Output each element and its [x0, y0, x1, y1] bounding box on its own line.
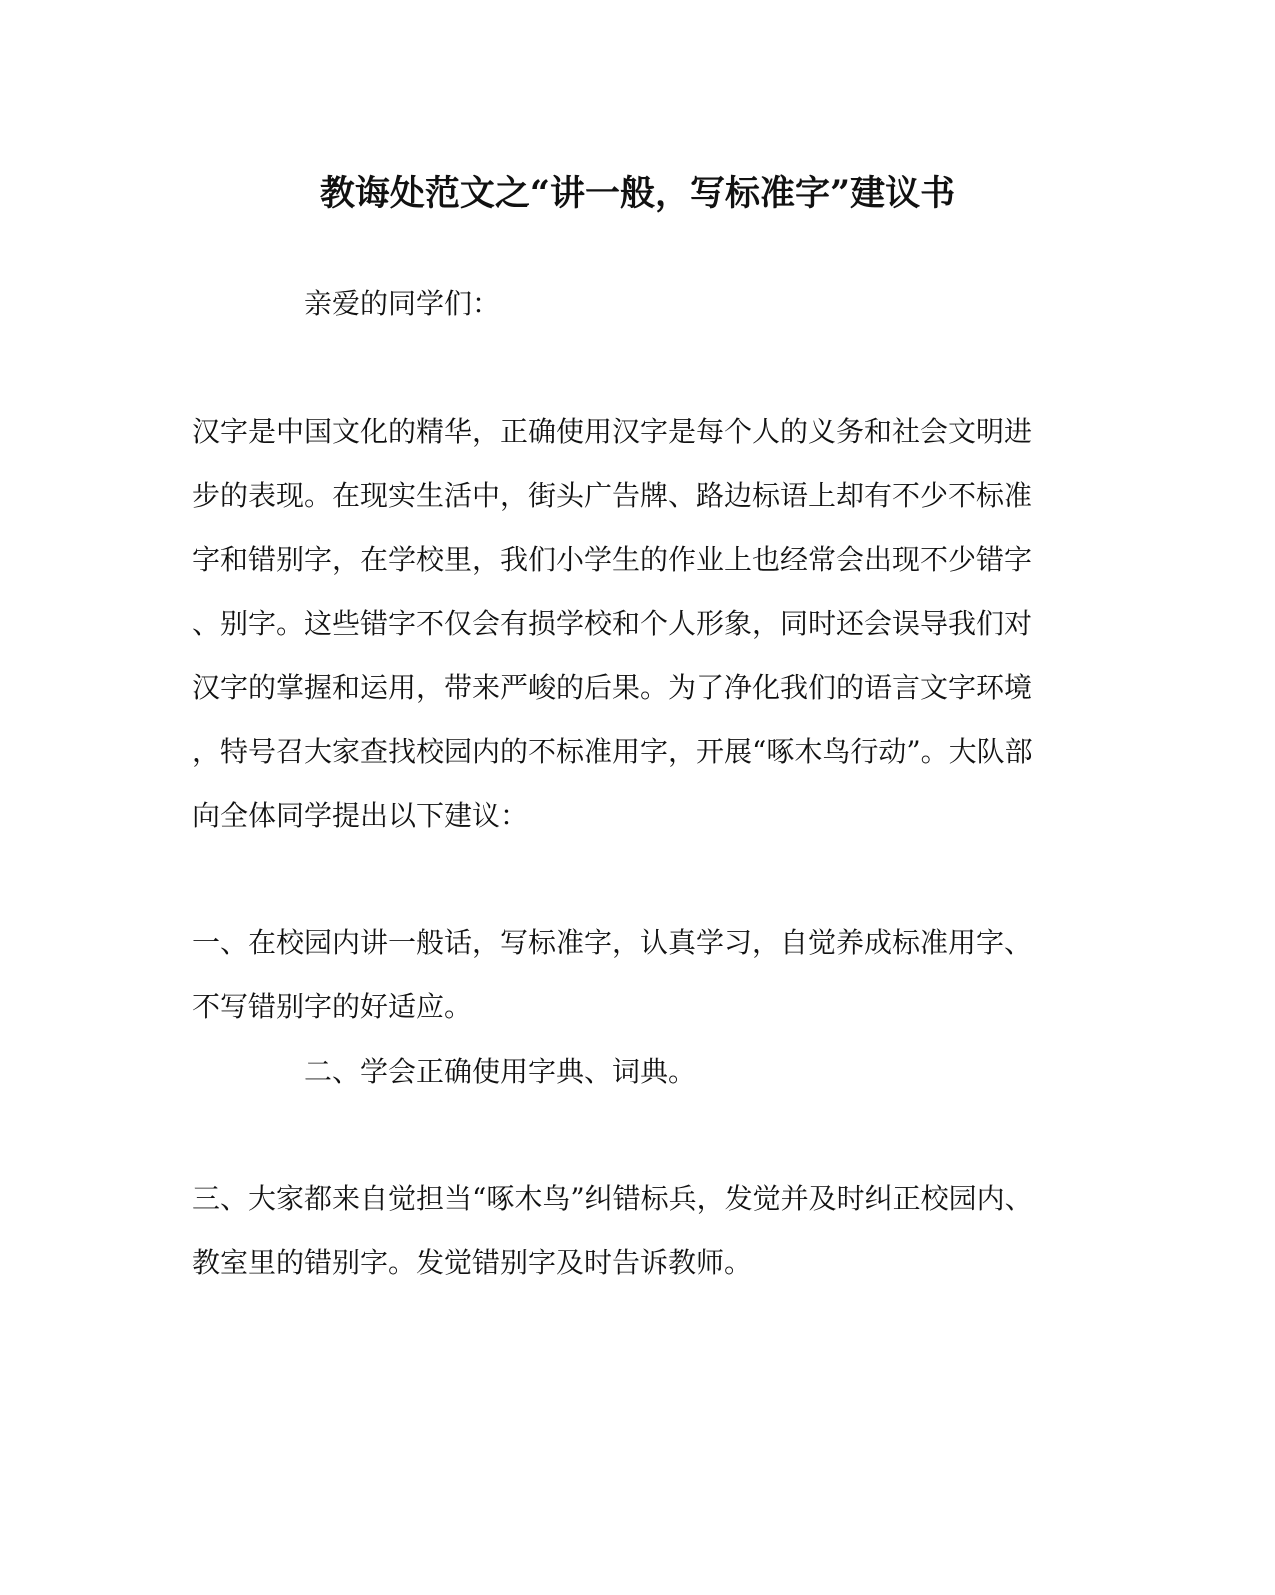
paragraph-line: 向全体同学提出以下建议：	[192, 799, 529, 832]
list-item-line: 三、大家都来自觉担当“啄木鸟”纠错标兵，发觉并及时纠正校园内、	[192, 1182, 1033, 1215]
list-item-line: 教室里的错别字。发觉错别字及时告诉教师。	[192, 1246, 753, 1279]
salutation: 亲爱的同学们：	[304, 287, 501, 320]
paragraph-line: 、别字。这些错字不仅会有损学校和个人形象，同时还会误导我们对	[192, 607, 1033, 640]
list-item-line: 二、学会正确使用字典、词典。	[304, 1055, 697, 1088]
paragraph-line: 汉字的掌握和运用，带来严峻的后果。为了净化我们的语言文字环境	[192, 671, 1033, 704]
list-item-line: 一、在校园内讲一般话，写标准字，认真学习，自觉养成标准用字、	[192, 926, 1033, 959]
paragraph-line: 步的表现。在现实生活中，街头广告牌、路边标语上却有不少不标准	[192, 479, 1033, 512]
document-title: 教诲处范文之“讲一般，写标准字”建议书	[319, 173, 956, 214]
paragraph-line: 汉字是中国文化的精华，正确使用汉字是每个人的义务和社会文明进	[192, 415, 1033, 448]
list-item-line: 不写错别字的好适应。	[192, 990, 473, 1023]
paragraph-line: 字和错别字，在学校里，我们小学生的作业上也经常会出现不少错字	[192, 543, 1033, 576]
paragraph-line: ，特号召大家查找校园内的不标准用字，开展“啄木鸟行动”。大队部	[192, 735, 1033, 768]
